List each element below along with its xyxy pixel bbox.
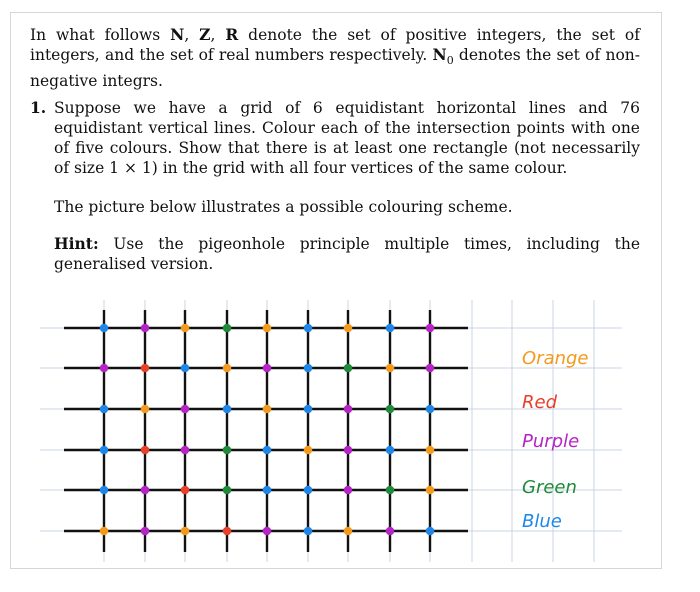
intro-paragraph	[30, 25, 640, 91]
problem-1	[30, 98, 640, 274]
symbol-n0: N	[432, 45, 447, 64]
hint-paragraph	[54, 234, 640, 274]
symbol-n0-subscript: 0	[446, 54, 454, 68]
hint-label: Hint:	[54, 234, 99, 253]
intro-text: denotes the set of non-negative integrs.	[30, 46, 640, 91]
symbol-r: R	[225, 25, 239, 44]
intro-text: denote the set of positive integers, the set of integers, and the set of real numbers respectively.	[30, 26, 640, 64]
legend-label-green: Green	[522, 477, 577, 498]
symbol-z: Z	[199, 25, 211, 44]
hint-text: Use the pigeonhole principle multiple times, including the generalised version.	[54, 235, 640, 273]
intro-text: In what follows	[30, 26, 171, 44]
problem-statement: Suppose we have a grid of 6 equidistant horizontal lines and 76 equidistant vertical lines. Colour each of the intersection points with one of five colours. Show that there is at least one rectangle (not necessarily of size 1 × 1) in the grid with all four vertices of the same colour.	[54, 99, 640, 177]
legend-label-orange: Orange	[522, 348, 589, 369]
legend-label-red: Red	[522, 392, 558, 413]
intro-sep: ,	[184, 26, 200, 44]
legend-label-blue: Blue	[522, 511, 562, 532]
problem-number: 1.	[30, 98, 47, 117]
page-card	[10, 12, 662, 569]
symbol-n: N	[170, 25, 185, 44]
intro-sep: ,	[210, 26, 226, 44]
picture-note: The picture below illustrates a possible colouring scheme.	[54, 198, 513, 216]
legend-label-purple: Purple	[522, 431, 580, 452]
